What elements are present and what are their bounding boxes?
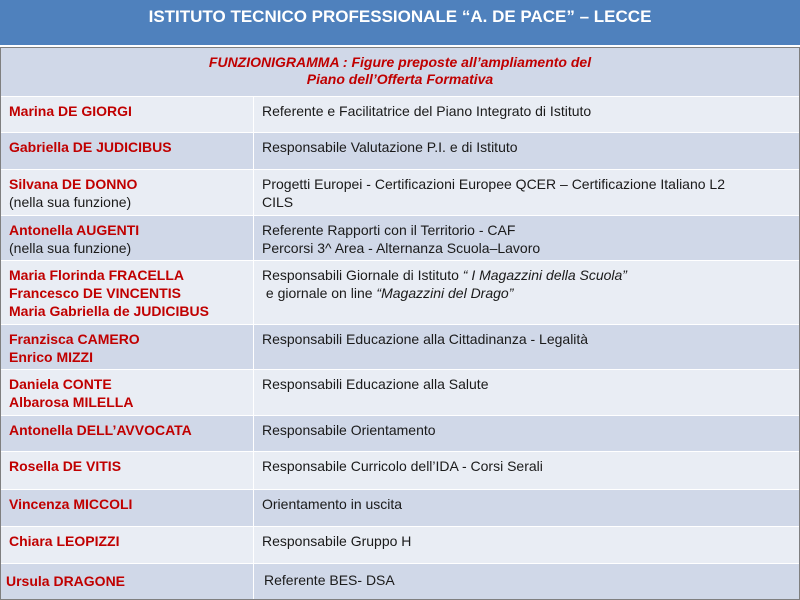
name-cell [1,564,254,599]
person-name: Maria Florinda FRACELLA [9,267,185,283]
person-name: Franzisca CAMERO [9,331,140,347]
name-cell [1,416,254,451]
name-cell [1,133,254,169]
person-name: Maria Gabriella de JUDICIBUS [9,303,209,319]
function-note: (nella sua funzione) [9,240,132,256]
name-cell [1,370,254,415]
table-row [1,261,799,325]
role-cell: Referente e Facilitatrice del Piano Integrato di Istituto [262,103,592,119]
table-row [1,97,799,133]
role-cell: Orientamento in uscita [262,496,403,512]
role-cell [254,170,799,215]
function-note: (nella sua funzione) [9,194,132,210]
person-name: Albarosa MILELLA [9,394,134,410]
table-row [1,170,799,216]
person-name: Enrico MIZZI [9,349,93,365]
table-subtitle [1,48,799,97]
name-cell [1,325,254,369]
role-cell: Referente BES- DSA [264,572,395,588]
role-line [262,266,785,284]
name-cell [1,97,254,132]
newspaper-title: “ I Magazzini della Scuola” [462,267,627,283]
name-cell [1,490,254,526]
name-cell [1,261,254,324]
role-cell: Responsabile Gruppo H [262,533,412,549]
newspaper-title: “Magazzini del Drago” [376,285,514,301]
person-name: Daniela CONTE [9,376,112,392]
name-cell [1,527,254,563]
role-cell: Responsabili Educazione alla Salute [262,376,489,392]
role-cell: Responsabile Curricolo dell’IDA - Corsi Serali [262,458,543,474]
person-name: Silvana DE DONNO [9,176,138,192]
funzionigramma-table [0,47,800,600]
role-line: Referente Rapporti con il Territorio - CAF [262,222,516,238]
table-row [1,370,799,416]
table-row [1,564,799,599]
subtitle-line-1: FUNZIONIGRAMMA : Figure preposte all’ampliamento del [208,54,592,70]
person-name: Chiara LEOPIZZI [9,533,120,549]
person-name: Gabriella DE JUDICIBUS [9,139,172,155]
role-cell [254,261,799,324]
table-row [1,527,799,564]
role-line [262,284,785,302]
name-cell [1,216,254,260]
person-name: Marina DE GIORGI [9,103,132,119]
table-row [1,325,799,370]
role-cell [254,216,799,260]
table-row [1,133,799,170]
role-text: e giornale on line [262,285,377,301]
person-name: Vincenza MICCOLI [9,496,133,512]
table-row [1,416,799,452]
role-cell: Responsabile Orientamento [262,422,436,438]
person-name: Ursula DRAGONE [6,573,126,589]
name-cell [1,170,254,215]
role-line: Percorsi 3^ Area - Alternanza Scuola–Lavoro [262,240,541,256]
page-title: ISTITUTO TECNICO PROFESSIONALE “A. DE PACE” – LECCE [0,0,800,47]
name-cell [1,452,254,489]
subtitle-line-2: Piano dell’Offerta Formativa [306,71,494,87]
person-name: Antonella DELL’AVVOCATA [9,422,192,438]
table-row [1,216,799,261]
person-name: Rosella DE VITIS [9,458,122,474]
role-cell: Responsabile Valutazione P.I. e di Istituto [262,139,518,155]
table-row [1,490,799,527]
table-row [1,452,799,490]
role-line: Progetti Europei - Certificazioni Europee QCER – Certificazione Italiano L2 [262,176,726,192]
role-text: Responsabili Giornale di Istituto [262,267,463,283]
person-name: Francesco DE VINCENTIS [9,285,181,301]
role-cell: Responsabili Educazione alla Cittadinanza - Legalità [262,331,589,347]
person-name: Antonella AUGENTI [9,222,140,238]
role-line: CILS [262,194,294,210]
